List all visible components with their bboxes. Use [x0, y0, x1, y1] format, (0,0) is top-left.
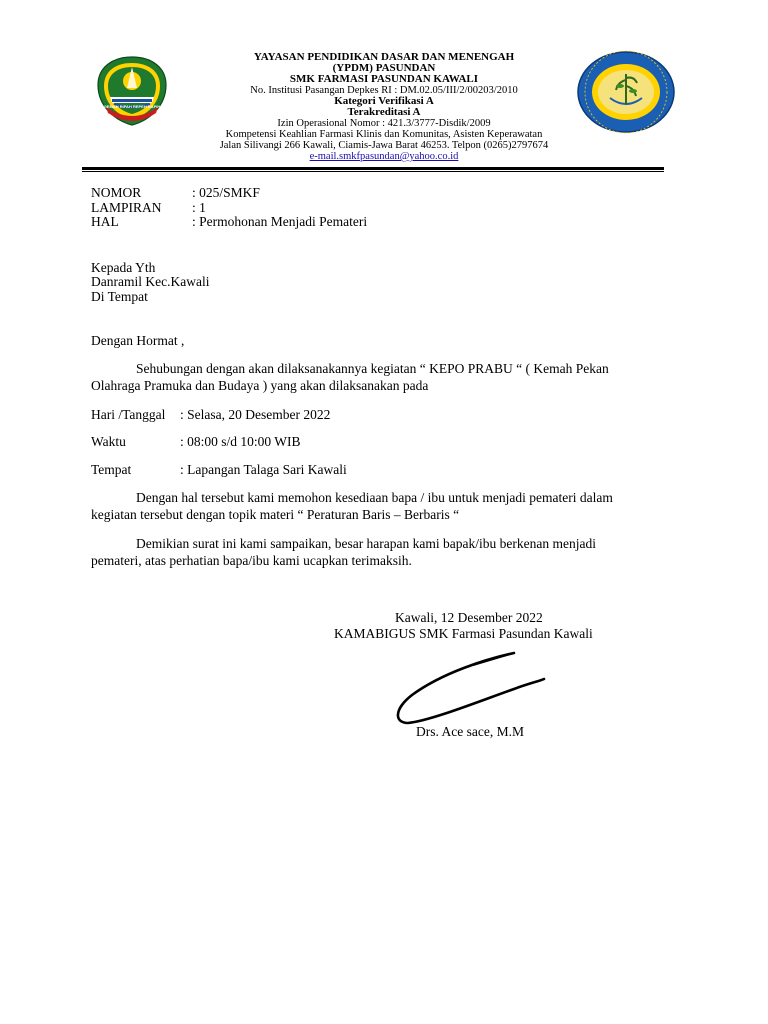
signature-place-date: Kawali, 12 Desember 2022 — [395, 610, 543, 625]
para1-line-1: Sehubungan dengan akan dilaksanakannya kegiatan “ KEPO PRABU “ ( Kemah Pekan — [136, 361, 609, 376]
meta-value: : 1 — [192, 199, 206, 215]
handwritten-signature — [390, 645, 560, 730]
detail-key: Hari /Tanggal — [91, 407, 166, 422]
para1-line-2: Olahraga Pramuka dan Budaya ) yang akan dilaksanakan pada — [91, 378, 429, 393]
detail-date — [91, 407, 491, 423]
header-rule-thick — [82, 167, 664, 170]
detail-key: Tempat — [91, 462, 132, 477]
detail-value: : Lapangan Talaga Sari Kawali — [180, 462, 347, 477]
recipient-line-2: Danramil Kec.Kawali — [91, 274, 210, 289]
logo-banner-text: GEMAH RIPAH REPEH RAPIH — [103, 104, 161, 109]
recipient-line-1: Kepada Yth — [91, 260, 156, 275]
letterhead-verification: Kategori Verifikasi A — [334, 95, 434, 107]
letterhead-address: Jalan Silivangi 266 Kawali, Ciamis-Jawa Barat 46253. Telpon (0265)2797674 — [219, 140, 549, 151]
para2-line-1: Dengan hal tersebut kami memohon kesediaan bapa / ibu untuk menjadi pemateri dalam — [136, 490, 613, 505]
meta-value: : Permohonan Menjadi Pemateri — [192, 214, 368, 229]
greeting: Dengan Hormat , — [91, 333, 185, 348]
letterhead-school: SMK FARMASI PASUNDAN KAWALI — [289, 73, 479, 85]
para3-line-2: pemateri, atas perhatian bapa/ibu kami ucapkan terimaksih. — [91, 553, 412, 568]
detail-value: : Selasa, 20 Desember 2022 — [180, 407, 331, 422]
letterhead-license: Izin Operasional Nomor : 421.3/3777-Disdik/2009 — [277, 118, 491, 129]
meta-key: HAL — [91, 214, 119, 229]
signature-name: Drs. Ace sace, M.M — [416, 724, 524, 739]
letterhead-competence: Kompetensi Keahlian Farmasi Klinis dan Komunitas, Asisten Keperawatan — [225, 129, 543, 140]
letterhead-email-link[interactable]: e-mail.smkfpasundan@yahoo.co.id — [309, 151, 459, 162]
meta-key: NOMOR — [91, 185, 142, 200]
para3-line-1: Demikian surat ini kami sampaikan, besar harapan kami bapak/ibu berkenan menjadi — [136, 536, 596, 551]
meta-value: : 025/SMKF — [192, 185, 260, 200]
letterhead-foundation: YAYASAN PENDIDIKAN DASAR DAN MENENGAH — [253, 51, 515, 63]
letterhead — [0, 52, 768, 162]
letterhead-institution-no: No. Institusi Pasangan Depkes RI : DM.02.05/III/2/00203/2010 — [250, 85, 518, 96]
detail-place — [91, 462, 491, 478]
detail-value: : 08:00 s/d 10:00 WIB — [180, 434, 301, 449]
recipient-line-3: Di Tempat — [91, 289, 148, 304]
header-rule-thin — [82, 171, 664, 172]
para2-line-2: kegiatan tersebut dengan topik materi “ Peraturan Baris – Berbaris “ — [91, 507, 460, 522]
detail-key: Waktu — [91, 434, 126, 449]
letterhead-accreditation: Terakreditasi A — [347, 106, 421, 118]
signature-position: KAMABIGUS SMK Farmasi Pasundan Kawali — [334, 626, 593, 641]
letterhead-abbrev: (YPDM) PASUNDAN — [332, 62, 436, 74]
meta-key: LAMPIRAN — [91, 199, 162, 215]
detail-time — [91, 434, 491, 450]
